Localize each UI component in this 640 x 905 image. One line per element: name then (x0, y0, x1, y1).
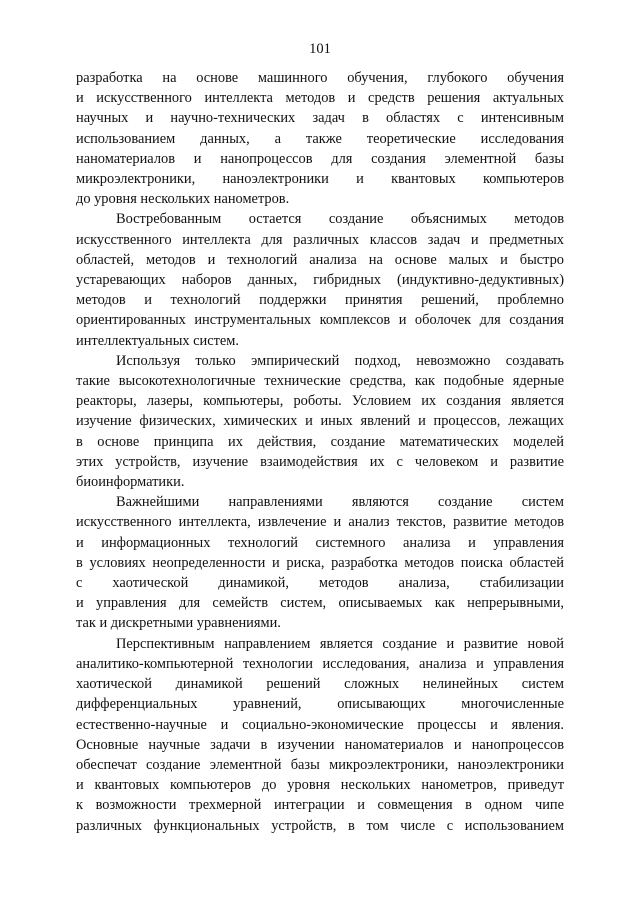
paragraph-3-line: реакторы, лазеры, компьютеры, роботы. Условием их создания является (76, 393, 564, 410)
paragraph-3-line: этих устройств, изучение взаимодействия их с человеком и развитие (76, 453, 564, 470)
paragraph-4-line: искусственного интеллекта, извлечение и анализ текстов, развитие методов (76, 514, 564, 531)
paragraph-1-line: использованием данных, а также теоретические исследования (76, 130, 564, 147)
paragraph-3-line: биоинформатики. (76, 474, 185, 491)
paragraph-2-line: интеллектуальных систем. (76, 332, 240, 349)
paragraph-5-line: естественно-научные и социально-экономические процессы и явления. (76, 716, 564, 733)
paragraph-2-line: областей, методов и технологий анализа на основе малых и быстро (76, 251, 564, 268)
paragraph-5-line: хаотической динамикой решений сложных нелинейных систем (76, 676, 564, 693)
paragraph-5-line: аналитико-компьютерной технологии исследования, анализа и управления (76, 655, 564, 672)
paragraph-5-line: обеспечат создание элементной базы микроэлектроники, наноэлектроники (76, 756, 564, 773)
paragraph-1-line: и искусственного интеллекта методов и средств решения актуальных (76, 90, 564, 107)
paragraph-3-line: изучение физических, химических и иных явлений и процессов, лежащих (76, 413, 564, 430)
paragraph-5-line: дифференциальных уравнений, описывающих многочисленные (76, 696, 564, 713)
paragraph-1-line: микроэлектроники, наноэлектроники и квантовых компьютеров (76, 171, 564, 188)
body-text (76, 68, 564, 836)
paragraph-2-line: методов и технологий поддержки принятия решений, проблемно (76, 292, 564, 309)
paragraph-5-line: Перспективным направлением является создание и развитие новой (116, 635, 564, 652)
paragraph-1-line: наноматериалов и нанопроцессов для создания элементной базы (76, 150, 564, 167)
page-number: 101 (309, 41, 331, 57)
paragraph-2-line: устаревающих наборов данных, гибридных (индуктивно-дедуктивных) (76, 272, 564, 289)
paragraph-4-line: в условиях неопределенности и риска, разработка методов поиска областей (76, 554, 564, 571)
paragraph-4-line: так и дискретными уравнениями. (76, 615, 281, 632)
paragraph-2-line: ориентированных инструментальных комплексов и оболочек для создания (76, 312, 564, 329)
paragraph-2-line: Востребованным остается создание объяснимых методов (116, 211, 564, 228)
paragraph-5-line: Основные научные задачи в изучении наноматериалов и нанопроцессов (76, 736, 564, 753)
paragraph-4-line: Важнейшими направлениями являются создание систем (116, 494, 564, 511)
paragraph-3-line: такие высокотехнологичные технические средства, как подобные ядерные (76, 373, 564, 390)
paragraph-5-line: к возможности трехмерной интеграции и совмещения в одном чипе (76, 797, 564, 814)
paragraph-2-line: искусственного интеллекта для различных классов задач и предметных (76, 231, 564, 248)
paragraph-3-line: Используя только эмпирический подход, невозможно создавать (116, 352, 564, 369)
paragraph-3-line: в основе принципа их действия, создание математических моделей (76, 433, 564, 450)
paragraph-5-line: различных функциональных устройств, в том числе с использованием (76, 817, 564, 834)
paragraph-4-line: и информационных технологий системного анализа и управления (76, 534, 564, 551)
paragraph-1-line: разработка на основе машинного обучения, глубокого обучения (76, 70, 564, 86)
paragraph-1-line: до уровня нескольких нанометров. (76, 191, 290, 208)
paragraph-5-line: и квантовых компьютеров до уровня нескольких нанометров, приведут (76, 777, 564, 794)
paragraph-4-line: с хаотической динамикой, методов анализа, стабилизации (76, 575, 564, 592)
paragraph-4-line: и управления для семейств систем, описываемых как непрерывными, (76, 595, 564, 612)
paragraph-1-line: научных и научно-технических задач в областях с интенсивным (76, 110, 564, 127)
